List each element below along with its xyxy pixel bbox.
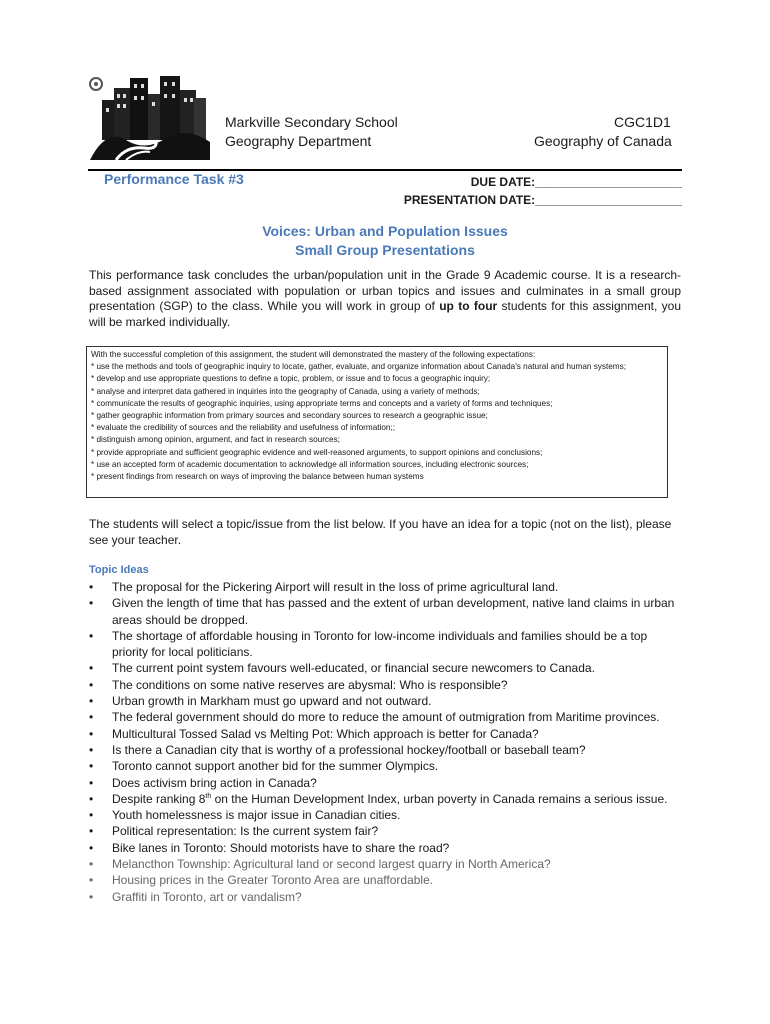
topic-text: Urban growth in Markham must go upward and not outward. xyxy=(112,694,432,709)
expectation-line: * present findings from research on ways of improving the balance between human systems xyxy=(91,472,424,482)
bullet-icon: • xyxy=(89,824,94,839)
topic-text: Bike lanes in Toronto: Should motorists have to share the road? xyxy=(112,840,450,855)
list-item xyxy=(89,823,683,839)
expectation-line: * distinguish among opinion, argument, and fact in research sources; xyxy=(91,435,340,445)
list-item xyxy=(89,677,683,693)
expectation-line: * provide appropriate and sufficient geographic evidence and well-reasoned arguments, to support opinions and conclusions; xyxy=(91,447,543,457)
task-title: Performance Task #3 xyxy=(104,171,244,187)
bullet-icon: • xyxy=(89,726,94,741)
topic-text: Housing prices in the Greater Toronto Area are unaffordable. xyxy=(112,873,434,888)
topic-text: The shortage of affordable housing in Toronto for low-income individuals and families should be a top priority for local politicians. xyxy=(112,628,648,660)
bullet-icon: • xyxy=(89,742,94,757)
bullet-icon: • xyxy=(89,580,94,594)
select-topic-text: The students will select a topic/issue from the list below. If you have an idea for a topic (not on the list), please see your teacher. xyxy=(89,517,672,547)
ordinal-suffix: th xyxy=(205,792,212,800)
list-item xyxy=(89,579,683,595)
assignment-title: Voices: Urban and Population Issues xyxy=(262,223,508,239)
school-name: Markville Secondary School xyxy=(225,114,398,130)
list-item xyxy=(89,758,683,774)
topic-text-cont: on the Human Development Index, urban poverty in Canada remains a serious issue. xyxy=(211,791,668,806)
topic-text: Toronto cannot support another bid for the summer Olympics. xyxy=(112,759,439,774)
bullet-icon: • xyxy=(89,791,94,806)
bullet-icon: • xyxy=(89,889,94,904)
topic-text: Is there a Canadian city that is worthy of a professional hockey/football or baseball team? xyxy=(112,742,586,757)
list-item xyxy=(89,872,683,888)
topic-text: The conditions on some native reserves are abysmal: Who is responsible? xyxy=(112,677,508,692)
expectation-line: * evaluate the credibility of sources and the reliability and usefulness of information;; xyxy=(91,423,396,433)
topic-text: The federal government should do more to reduce the amount of outmigration from Maritime provinces. xyxy=(112,710,660,725)
topic-text: Melancthon Township: Agricultural land or second largest quarry in North America? xyxy=(112,857,551,872)
expectation-line: * analyse and interpret data gathered in inquiries into the geography of Canada, using a variety of methods; xyxy=(91,386,480,396)
bullet-icon: • xyxy=(89,840,94,855)
bullet-icon: • xyxy=(89,873,94,888)
expectation-line: With the successful completion of this assignment, the student will demonstrated the mastery of the following expectations: xyxy=(91,350,536,359)
topic-text: Given the length of time that has passed and the extent of urban development, native land claims in urban areas should be dropped. xyxy=(112,596,675,627)
expectation-line: * develop and use appropriate questions to define a topic, problem, or issue and to focus a geographic inquiry; xyxy=(91,374,491,384)
bullet-icon: • xyxy=(89,857,94,872)
list-item xyxy=(89,595,683,628)
list-item xyxy=(89,856,683,872)
list-item xyxy=(89,889,683,905)
bullet-icon: • xyxy=(89,628,94,643)
topic-list xyxy=(89,579,683,905)
list-item xyxy=(89,628,683,661)
course-name: Geography of Canada xyxy=(534,133,672,149)
topic-text: Graffiti in Toronto, art or vandalism? xyxy=(112,889,302,904)
presentation-date: PRESENTATION DATE:______________________ xyxy=(403,193,682,207)
intro-text-1: This performance task concludes the urban/population unit in the Grade 9 Academic course. It is a research-based assignment associated with population or urban topics and issues and culminates in a small group presentation (SGP) to the class. While you will work in group of xyxy=(89,268,681,313)
city-logo xyxy=(86,68,212,160)
topic-text: Despite ranking 8 xyxy=(112,791,206,806)
topic-text: Does activism bring action in Canada? xyxy=(112,775,317,790)
list-item xyxy=(89,660,683,676)
expectation-line: * use the methods and tools of geographic inquiry to locate, gather, evaluate, and organize information about Canada's natural and human systems; xyxy=(91,362,626,372)
topic-text: The current point system favours well-educated, or financial secure newcomers to Canada. xyxy=(112,661,595,676)
due-date: DUE DATE:______________________ xyxy=(470,175,682,189)
bullet-icon: • xyxy=(89,808,94,823)
course-code: CGC1D1 xyxy=(614,114,671,130)
list-item xyxy=(89,791,683,807)
department-name: Geography Department xyxy=(225,133,372,149)
bullet-icon: • xyxy=(89,775,94,790)
intro-text-2: students for this assignment, you will be marked individually. xyxy=(89,299,682,329)
list-item xyxy=(89,840,683,856)
bullet-icon: • xyxy=(89,661,94,676)
topic-text: Youth homelessness is major issue in Canadian cities. xyxy=(112,808,401,823)
topic-text: Political representation: Is the current system fair? xyxy=(112,824,379,839)
list-item xyxy=(89,709,683,725)
bullet-icon: • xyxy=(89,677,94,692)
topic-text: Multicultural Tossed Salad vs Melting Pot: Which approach is better for Canada? xyxy=(112,726,539,741)
assignment-subtitle: Small Group Presentations xyxy=(295,242,475,258)
expectation-line: * use an accepted form of academic documentation to acknowledge all information sources, including electronic sources; xyxy=(91,459,529,469)
list-item xyxy=(89,726,683,742)
bullet-icon: • xyxy=(89,759,94,774)
list-item xyxy=(89,693,683,709)
expectations-box xyxy=(86,346,668,498)
list-item xyxy=(89,775,683,791)
bullet-icon: • xyxy=(89,710,94,725)
expectation-line: * gather geographic information from primary sources and secondary sources to research a geographic issue; xyxy=(91,411,488,421)
expectation-line: * communicate the results of geographic inquiries, using appropriate terms and concepts and a variety of forms and techniques; xyxy=(91,398,553,408)
intro-paragraph xyxy=(89,268,681,330)
topics-heading: Topic Ideas xyxy=(89,564,149,576)
bullet-icon: • xyxy=(89,694,94,709)
list-item xyxy=(89,742,683,758)
intro-bold: up to four xyxy=(439,299,498,313)
topic-text: The proposal for the Pickering Airport will result in the loss of prime agricultural land. xyxy=(112,580,559,594)
list-item xyxy=(89,807,683,823)
bullet-icon: • xyxy=(89,596,94,611)
